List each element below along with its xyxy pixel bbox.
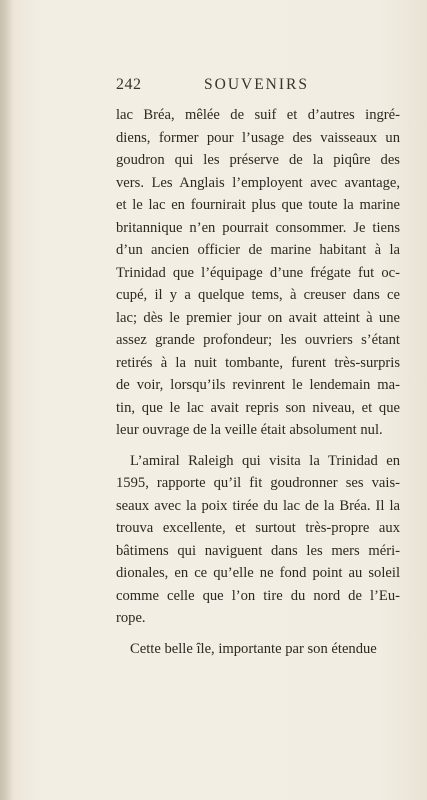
text-line: 1595, rapporte qu’il fit goudronner ses vais- [116,475,400,491]
text-line: comme celle que l’on tire du nord de l’Eu- [116,587,400,604]
paragraph-3 [116,638,400,661]
paragraph-2 [116,450,400,630]
paragraph-spacer [116,442,400,450]
text-line: cupé, il y a quelque tems, à creuser dans ce [116,287,400,303]
text-line: assez grande profondeur; les ouvriers s’étant [116,332,400,348]
text-line: diens, former pour l’usage des vaisseaux un [116,129,400,146]
body-text [116,104,400,660]
text-line: vers. Les Anglais l’employent avec avantage, [116,174,400,191]
text-line: Cette belle île, importante par son étendue [130,640,377,657]
text-line: leur ouvrage de la veille était absolument nul. [116,422,383,438]
paragraph-spacer [116,630,400,638]
text-line: goudron qui les préserve de la piqûre des [116,152,400,168]
text-line: seaux avec la poix tirée du lac de la Bréa. Il la [116,497,400,514]
text-line: lac Bréa, mêlée de suif et d’autres ingré- [116,107,400,123]
paragraph-1 [116,104,400,442]
text-line: Trinidad que l’équipage d’une frégate fut oc- [116,264,400,281]
page-number: 242 [116,76,142,93]
page-gutter-shadow [0,0,14,800]
text-line: rope. [116,610,146,626]
text-line: d’un ancien officier de marine habitant à la [116,242,400,258]
text-line: trouva excellente, et surtout très-propre aux [116,520,400,536]
text-line: de voir, lorsqu’ils revinrent le lendemain ma- [116,377,400,393]
text-line: L’amiral Raleigh qui visita la Trinidad en [130,452,400,469]
text-line: britannique n’en pourrait consommer. Je tiens [116,219,400,236]
text-line: et le lac en fournirait plus que toute la marine [116,197,400,213]
text-line: retirés à la nuit tombante, furent très-surpris [116,354,400,371]
text-line: bâtimens qui naviguent dans les mers méri- [116,542,400,559]
text-line: lac; dès le premier jour on avait atteint à une [116,309,400,326]
text-line: dionales, en ce qu’elle ne fond point au soleil [116,565,400,581]
running-head: SOUVENIRS [204,76,309,93]
text-line: tin, que le lac avait repris son niveau, et que [116,399,400,416]
